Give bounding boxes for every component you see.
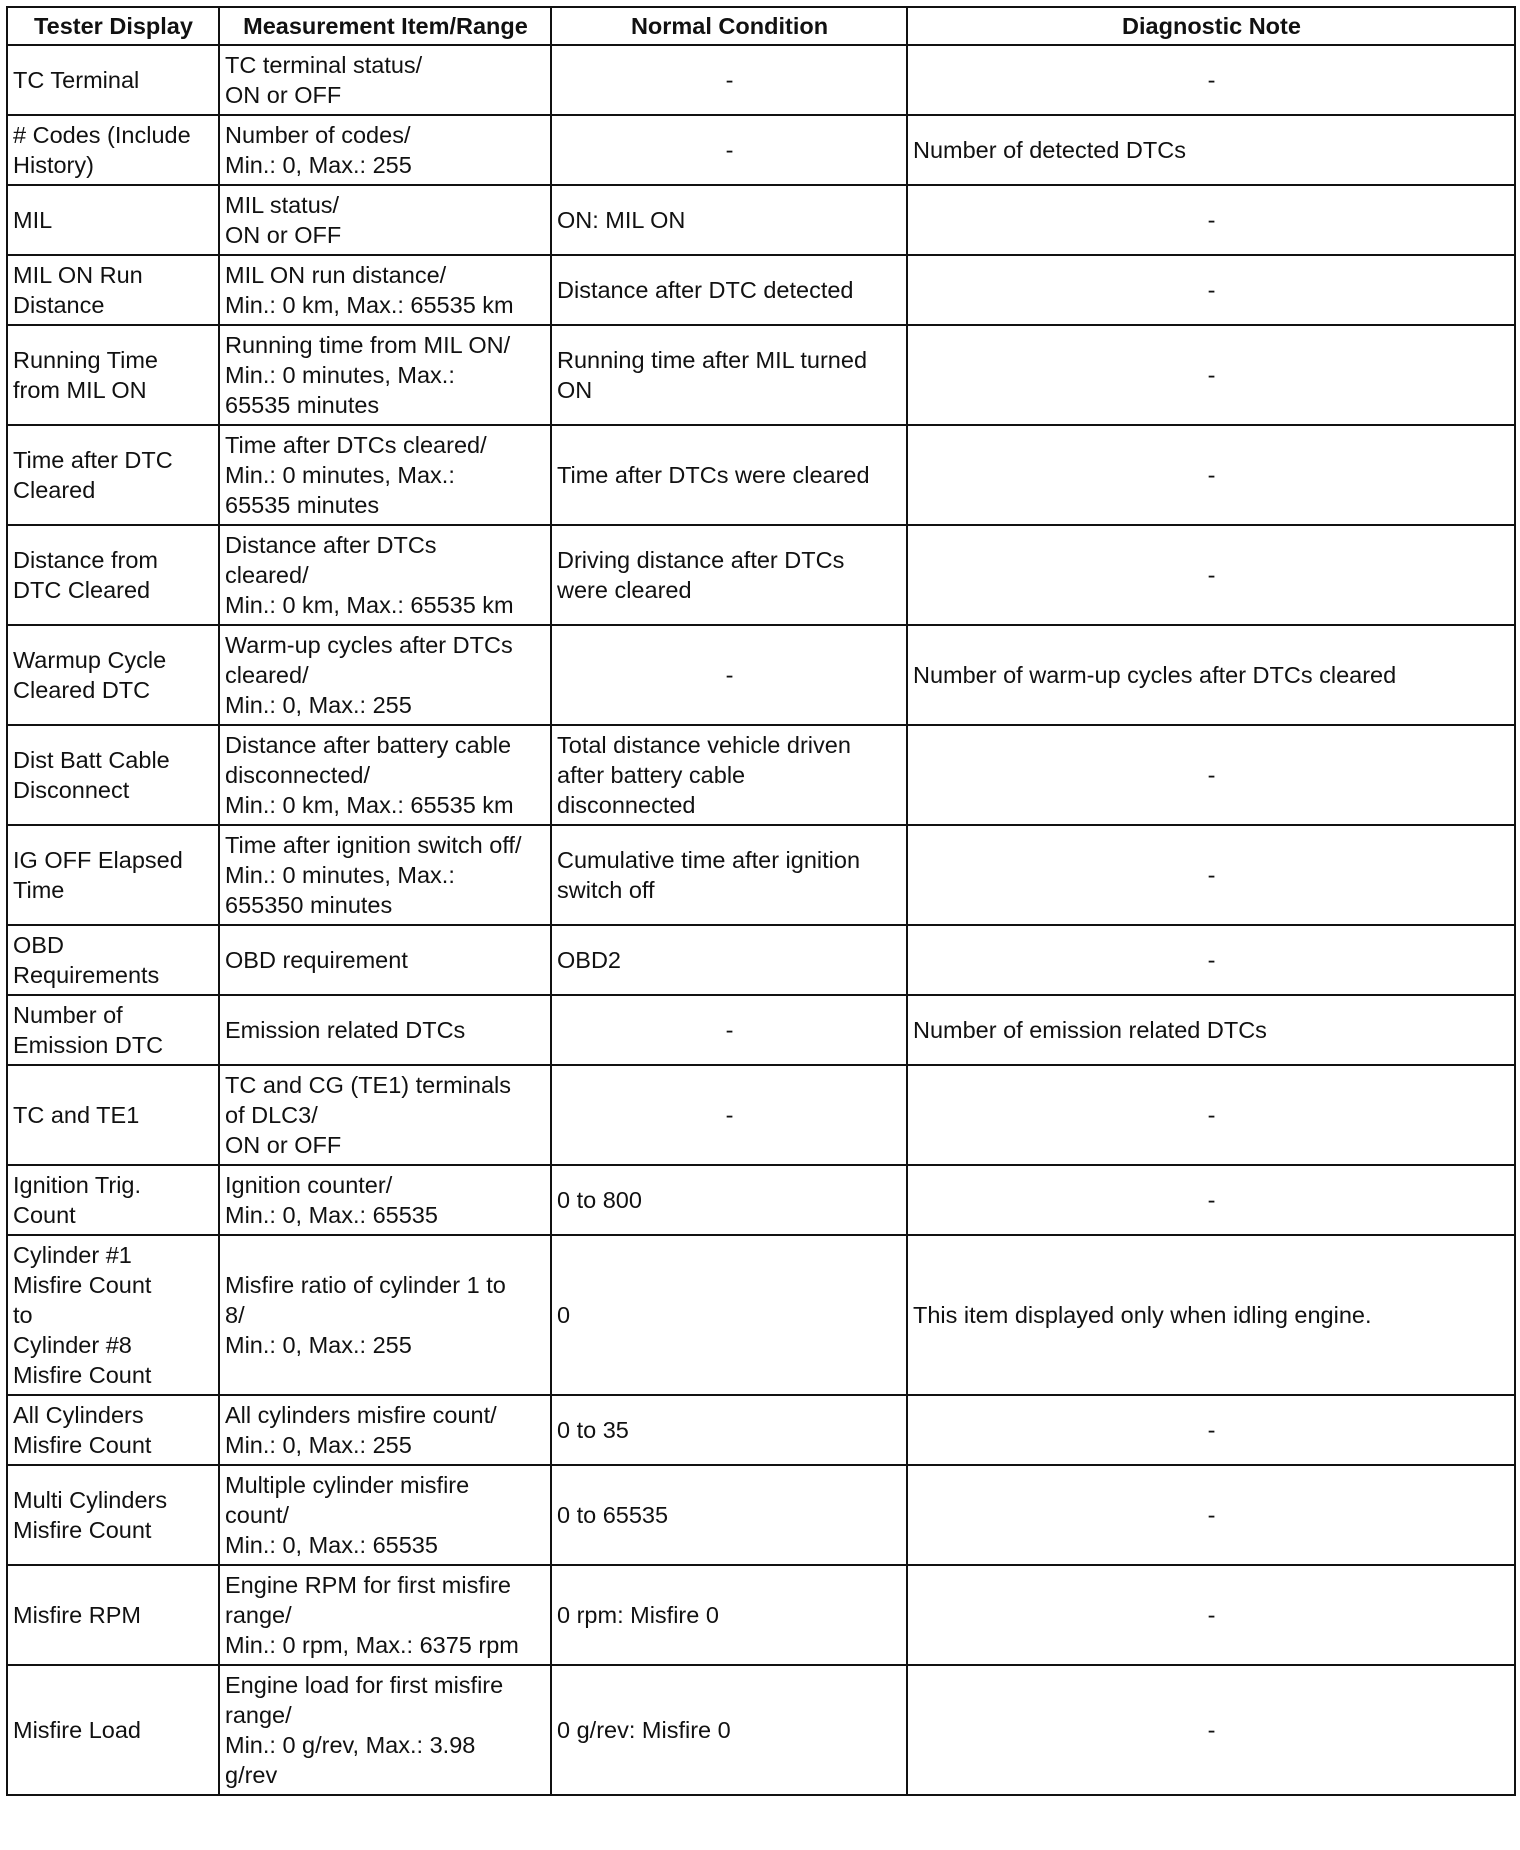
cell-tester-display — [7, 255, 219, 325]
cell-normal-condition-text: - — [725, 1102, 734, 1128]
cell-normal-condition-text: - — [725, 137, 734, 163]
cell-measurement-item — [219, 1665, 551, 1795]
cell-measurement-item-text: Multiple cylinder misfire count/ Min.: 0, Max.: 65535 — [225, 1472, 470, 1558]
cell-diagnostic-note-text: - — [1207, 1417, 1216, 1443]
data-list-table — [6, 6, 1516, 1796]
header-measurement-item: Measurement Item/Range — [219, 7, 551, 45]
cell-diagnostic-note — [907, 1165, 1515, 1235]
cell-normal-condition-text: Driving distance after DTCs were cleared — [557, 547, 845, 603]
cell-measurement-item — [219, 625, 551, 725]
cell-normal-condition-text: Distance after DTC detected — [557, 277, 854, 303]
cell-diagnostic-note — [907, 625, 1515, 725]
cell-normal-condition-text: Running time after MIL turned ON — [557, 347, 868, 403]
cell-measurement-item — [219, 995, 551, 1065]
cell-measurement-item-text: TC terminal status/ ON or OFF — [225, 52, 423, 108]
cell-normal-condition — [551, 1395, 907, 1465]
cell-diagnostic-note-text: Number of detected DTCs — [913, 137, 1186, 163]
cell-tester-display-text: Number of Emission DTC — [13, 1002, 164, 1058]
cell-normal-condition — [551, 255, 907, 325]
cell-diagnostic-note-text: - — [1207, 207, 1216, 233]
cell-diagnostic-note-text: - — [1207, 762, 1216, 788]
cell-measurement-item — [219, 115, 551, 185]
cell-measurement-item-text: TC and CG (TE1) terminals of DLC3/ ON or OFF — [225, 1072, 511, 1158]
cell-measurement-item — [219, 525, 551, 625]
cell-normal-condition-text: 0 g/rev: Misfire 0 — [557, 1717, 731, 1743]
cell-tester-display-text: Dist Batt Cable Disconnect — [13, 747, 170, 803]
cell-normal-condition — [551, 45, 907, 115]
table-row — [7, 1565, 1515, 1665]
cell-measurement-item-text: Distance after DTCs cleared/ Min.: 0 km, Max.: 65535 km — [225, 532, 514, 618]
cell-diagnostic-note-text: - — [1207, 1502, 1216, 1528]
cell-measurement-item-text: Time after DTCs cleared/ Min.: 0 minutes, Max.: 65535 minutes — [225, 432, 487, 518]
cell-diagnostic-note-text: - — [1207, 462, 1216, 488]
header-row — [7, 7, 1515, 45]
table-row — [7, 725, 1515, 825]
cell-tester-display-text: Ignition Trig. Count — [13, 1172, 142, 1228]
cell-diagnostic-note-text: Number of warm-up cycles after DTCs cleared — [913, 662, 1397, 688]
cell-normal-condition — [551, 1565, 907, 1665]
cell-normal-condition-text: 0 to 800 — [557, 1187, 642, 1213]
cell-measurement-item — [219, 45, 551, 115]
cell-measurement-item — [219, 1065, 551, 1165]
cell-diagnostic-note-text: - — [1207, 862, 1216, 888]
cell-normal-condition-text: 0 rpm: Misfire 0 — [557, 1602, 719, 1628]
table-row — [7, 1235, 1515, 1395]
cell-tester-display — [7, 825, 219, 925]
cell-diagnostic-note — [907, 1235, 1515, 1395]
cell-diagnostic-note-text: - — [1207, 362, 1216, 388]
table-row — [7, 255, 1515, 325]
cell-tester-display-text: TC and TE1 — [13, 1102, 140, 1128]
cell-normal-condition-text: 0 — [557, 1302, 571, 1328]
cell-diagnostic-note — [907, 1395, 1515, 1465]
cell-normal-condition — [551, 525, 907, 625]
cell-tester-display-text: Misfire Load — [13, 1717, 141, 1743]
cell-tester-display — [7, 625, 219, 725]
cell-diagnostic-note-text: - — [1207, 1602, 1216, 1628]
data-list-table-container — [6, 6, 1516, 1796]
cell-diagnostic-note-text: - — [1207, 562, 1216, 588]
cell-measurement-item — [219, 325, 551, 425]
cell-normal-condition-text: ON: MIL ON — [557, 207, 686, 233]
table-row — [7, 995, 1515, 1065]
cell-tester-display — [7, 925, 219, 995]
cell-normal-condition-text: - — [725, 662, 734, 688]
cell-normal-condition — [551, 325, 907, 425]
cell-measurement-item-text: Engine RPM for first misfire range/ Min.: 0 rpm, Max.: 6375 rpm — [225, 1572, 519, 1658]
cell-normal-condition — [551, 995, 907, 1065]
cell-tester-display-text: Multi Cylinders Misfire Count — [13, 1487, 168, 1543]
cell-normal-condition — [551, 185, 907, 255]
cell-tester-display — [7, 1065, 219, 1165]
cell-normal-condition-text: Total distance vehicle driven after battery cable disconnected — [557, 732, 851, 818]
cell-measurement-item-text: MIL ON run distance/ Min.: 0 km, Max.: 65535 km — [225, 262, 514, 318]
cell-tester-display-text: Distance from DTC Cleared — [13, 547, 158, 603]
cell-tester-display-text: MIL — [13, 207, 53, 233]
table-row — [7, 1465, 1515, 1565]
cell-measurement-item — [219, 725, 551, 825]
cell-diagnostic-note — [907, 725, 1515, 825]
cell-diagnostic-note — [907, 1465, 1515, 1565]
cell-measurement-item — [219, 1565, 551, 1665]
cell-normal-condition — [551, 825, 907, 925]
cell-normal-condition — [551, 425, 907, 525]
cell-diagnostic-note — [907, 1065, 1515, 1165]
header-normal-condition: Normal Condition — [551, 7, 907, 45]
cell-tester-display — [7, 525, 219, 625]
cell-normal-condition — [551, 1235, 907, 1395]
cell-tester-display — [7, 995, 219, 1065]
cell-diagnostic-note — [907, 525, 1515, 625]
cell-diagnostic-note — [907, 255, 1515, 325]
table-row — [7, 45, 1515, 115]
cell-diagnostic-note — [907, 115, 1515, 185]
cell-tester-display — [7, 45, 219, 115]
cell-measurement-item — [219, 255, 551, 325]
cell-diagnostic-note-text: - — [1207, 1187, 1216, 1213]
cell-tester-display — [7, 1565, 219, 1665]
cell-diagnostic-note — [907, 925, 1515, 995]
cell-tester-display — [7, 1165, 219, 1235]
header-diagnostic-note: Diagnostic Note — [907, 7, 1515, 45]
cell-tester-display-text: TC Terminal — [13, 67, 140, 93]
cell-tester-display — [7, 325, 219, 425]
cell-tester-display — [7, 1395, 219, 1465]
cell-tester-display — [7, 725, 219, 825]
header-tester-display: Tester Display — [7, 7, 219, 45]
cell-tester-display-text: Misfire RPM — [13, 1602, 141, 1628]
cell-normal-condition-text: - — [725, 67, 734, 93]
cell-normal-condition — [551, 1465, 907, 1565]
table-row — [7, 1165, 1515, 1235]
cell-measurement-item-text: Warm-up cycles after DTCs cleared/ Min.: 0, Max.: 255 — [225, 632, 513, 718]
table-row — [7, 325, 1515, 425]
table-row — [7, 1065, 1515, 1165]
table-body — [7, 45, 1515, 1795]
cell-normal-condition — [551, 1165, 907, 1235]
table-row — [7, 1395, 1515, 1465]
cell-diagnostic-note — [907, 325, 1515, 425]
cell-tester-display — [7, 185, 219, 255]
cell-diagnostic-note-text: - — [1207, 947, 1216, 973]
cell-diagnostic-note — [907, 995, 1515, 1065]
cell-normal-condition-text: 0 to 35 — [557, 1417, 629, 1443]
table-row — [7, 625, 1515, 725]
cell-measurement-item-text: All cylinders misfire count/ Min.: 0, Max.: 255 — [225, 1402, 497, 1458]
table-header — [7, 7, 1515, 45]
cell-tester-display — [7, 115, 219, 185]
cell-tester-display-text: # Codes (Include History) — [13, 122, 191, 178]
cell-measurement-item-text: Misfire ratio of cylinder 1 to 8/ Min.: 0, Max.: 255 — [225, 1272, 506, 1358]
cell-diagnostic-note-text: - — [1207, 1717, 1216, 1743]
cell-normal-condition-text: Time after DTCs were cleared — [557, 462, 870, 488]
cell-measurement-item — [219, 425, 551, 525]
cell-tester-display-text: Warmup Cycle Cleared DTC — [13, 647, 167, 703]
table-row — [7, 825, 1515, 925]
cell-measurement-item — [219, 1235, 551, 1395]
cell-tester-display-text: All Cylinders Misfire Count — [13, 1402, 152, 1458]
cell-tester-display-text: MIL ON Run Distance — [13, 262, 143, 318]
table-row — [7, 525, 1515, 625]
cell-measurement-item — [219, 925, 551, 995]
cell-diagnostic-note-text: - — [1207, 277, 1216, 303]
cell-normal-condition-text: - — [725, 1017, 734, 1043]
table-row — [7, 115, 1515, 185]
cell-normal-condition — [551, 925, 907, 995]
cell-tester-display-text: Time after DTC Cleared — [13, 447, 173, 503]
cell-diagnostic-note — [907, 425, 1515, 525]
cell-normal-condition-text: OBD2 — [557, 947, 621, 973]
cell-measurement-item — [219, 185, 551, 255]
cell-measurement-item — [219, 1165, 551, 1235]
cell-tester-display-text: OBD Requirements — [13, 932, 160, 988]
cell-normal-condition — [551, 115, 907, 185]
cell-tester-display-text: Running Time from MIL ON — [13, 347, 158, 403]
cell-measurement-item — [219, 825, 551, 925]
table-row — [7, 925, 1515, 995]
cell-normal-condition — [551, 1065, 907, 1165]
cell-measurement-item-text: Engine load for first misfire range/ Min.: 0 g/rev, Max.: 3.98 g/rev — [225, 1672, 504, 1788]
cell-diagnostic-note-text: This item displayed only when idling engine. — [913, 1302, 1372, 1328]
cell-measurement-item-text: Running time from MIL ON/ Min.: 0 minutes, Max.: 65535 minutes — [225, 332, 511, 418]
cell-measurement-item-text: Distance after battery cable disconnected/ Min.: 0 km, Max.: 65535 km — [225, 732, 514, 818]
table-row — [7, 185, 1515, 255]
cell-normal-condition-text: Cumulative time after ignition switch off — [557, 847, 861, 903]
cell-tester-display — [7, 425, 219, 525]
cell-diagnostic-note — [907, 45, 1515, 115]
cell-measurement-item-text: OBD requirement — [225, 947, 408, 973]
cell-tester-display-text: IG OFF Elapsed Time — [13, 847, 183, 903]
cell-normal-condition — [551, 625, 907, 725]
cell-diagnostic-note — [907, 825, 1515, 925]
cell-normal-condition — [551, 725, 907, 825]
cell-normal-condition-text: 0 to 65535 — [557, 1502, 669, 1528]
cell-tester-display-text: Cylinder #1 Misfire Count to Cylinder #8 Misfire Count — [13, 1242, 152, 1388]
cell-diagnostic-note — [907, 1565, 1515, 1665]
cell-diagnostic-note — [907, 1665, 1515, 1795]
cell-measurement-item-text: Emission related DTCs — [225, 1017, 466, 1043]
table-row — [7, 1665, 1515, 1795]
cell-measurement-item — [219, 1395, 551, 1465]
cell-diagnostic-note-text: - — [1207, 67, 1216, 93]
cell-measurement-item-text: Ignition counter/ Min.: 0, Max.: 65535 — [225, 1172, 438, 1228]
cell-measurement-item-text: MIL status/ ON or OFF — [225, 192, 342, 248]
cell-diagnostic-note-text: Number of emission related DTCs — [913, 1017, 1267, 1043]
cell-measurement-item — [219, 1465, 551, 1565]
cell-diagnostic-note-text: - — [1207, 1102, 1216, 1128]
cell-normal-condition — [551, 1665, 907, 1795]
cell-diagnostic-note — [907, 185, 1515, 255]
cell-measurement-item-text: Number of codes/ Min.: 0, Max.: 255 — [225, 122, 412, 178]
cell-tester-display — [7, 1235, 219, 1395]
cell-measurement-item-text: Time after ignition switch off/ Min.: 0 minutes, Max.: 655350 minutes — [225, 832, 522, 918]
cell-tester-display — [7, 1465, 219, 1565]
cell-tester-display — [7, 1665, 219, 1795]
table-row — [7, 425, 1515, 525]
